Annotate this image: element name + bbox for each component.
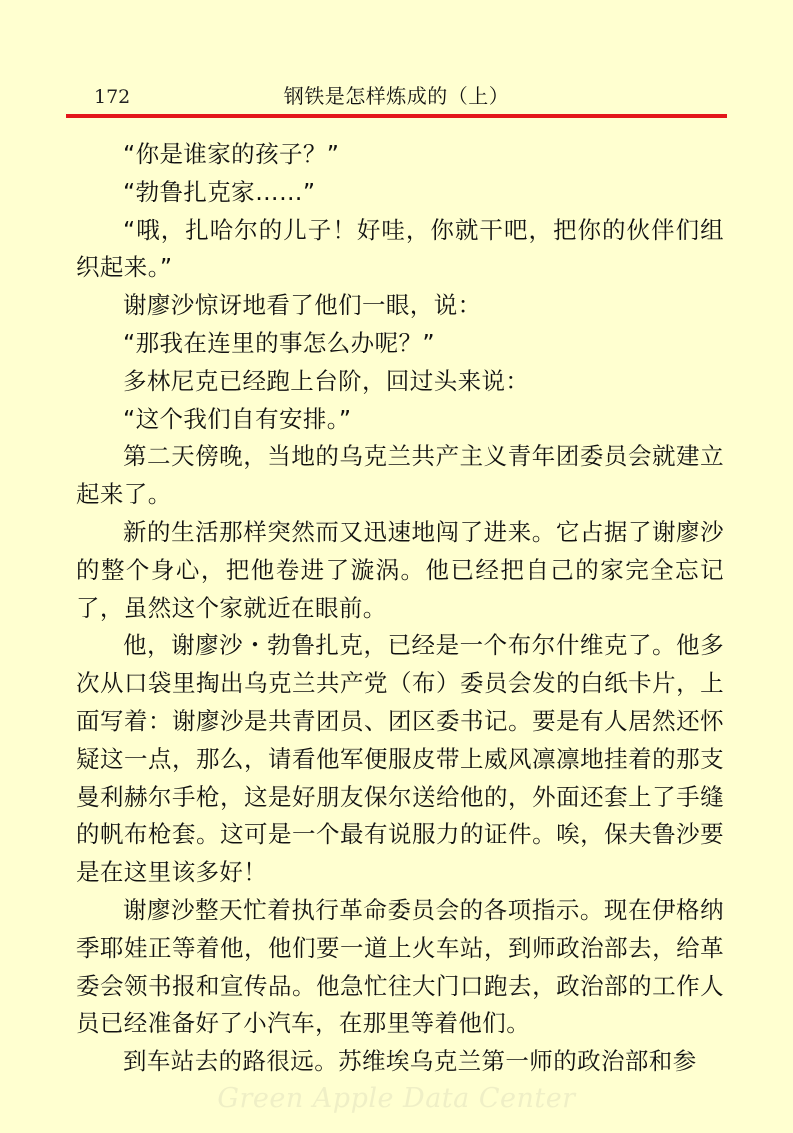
paragraph: 新的生活那样突然而又迅速地闯了进来。它占据了谢廖沙的整个身心，把他卷进了漩涡。他已经把自己的家完全忘记了，虽然这个家就近在眼前。 <box>76 517 724 622</box>
paragraph: 多林尼克已经跑上台阶，回过头来说： <box>123 366 530 395</box>
paragraph: 谢廖沙惊讶地看了他们一眼，说： <box>123 291 482 320</box>
paragraph: “勃鲁扎克家……” <box>123 177 316 206</box>
paragraph: “你是谁家的孩子？” <box>123 140 340 168</box>
paragraph: “哦，扎哈尔的儿子！好哇，你就干吧，把你的伙伴们组织起来。” <box>76 215 724 282</box>
book-title: 钢铁是怎样炼成的（上） <box>283 84 510 108</box>
paragraph: 他，谢廖沙・勃鲁扎克，已经是一个布尔什维克了。他多次从口袋里掏出乌克兰共产党（布）委员会发的白纸卡片，上面写着：谢廖沙是共青团员、团区委书记。要是有人居然还怀疑这一点，那么，请看他军便服皮带上威风凛凛地挂着的那支曼利赫尔手枪，这是好朋友保尔送给他的，外面还套上了手缝的帆布枪套。这可是一个最有说服力的证件。唉，保夫鲁沙要是在这里该多好！ <box>76 631 724 887</box>
header-rule <box>66 114 727 118</box>
paragraph: 谢廖沙整天忙着执行革命委员会的各项指示。现在伊格纳季耶娃正等着他，他们要一道上火车站，到师政治部去，给革委会领书报和宣传品。他急忙往大门口跑去，政治部的工作人员已经准备好了小汽车，在那里等着他们。 <box>76 895 724 1038</box>
paragraph: 第二天傍晚，当地的乌克兰共产主义青年团委员会就建立起来了。 <box>76 442 724 509</box>
page-header <box>66 78 727 112</box>
paragraph: “那我在连里的事怎么办呢？” <box>123 328 435 357</box>
paragraph: “这个我们自有安排。” <box>123 404 352 433</box>
paragraph: 到车站去的路很远。苏维埃乌克兰第一师的政治部和参 <box>123 1047 697 1076</box>
page-number: 172 <box>94 86 131 108</box>
page-body <box>76 136 724 1081</box>
watermark: Green Apple Data Center <box>217 1083 576 1114</box>
